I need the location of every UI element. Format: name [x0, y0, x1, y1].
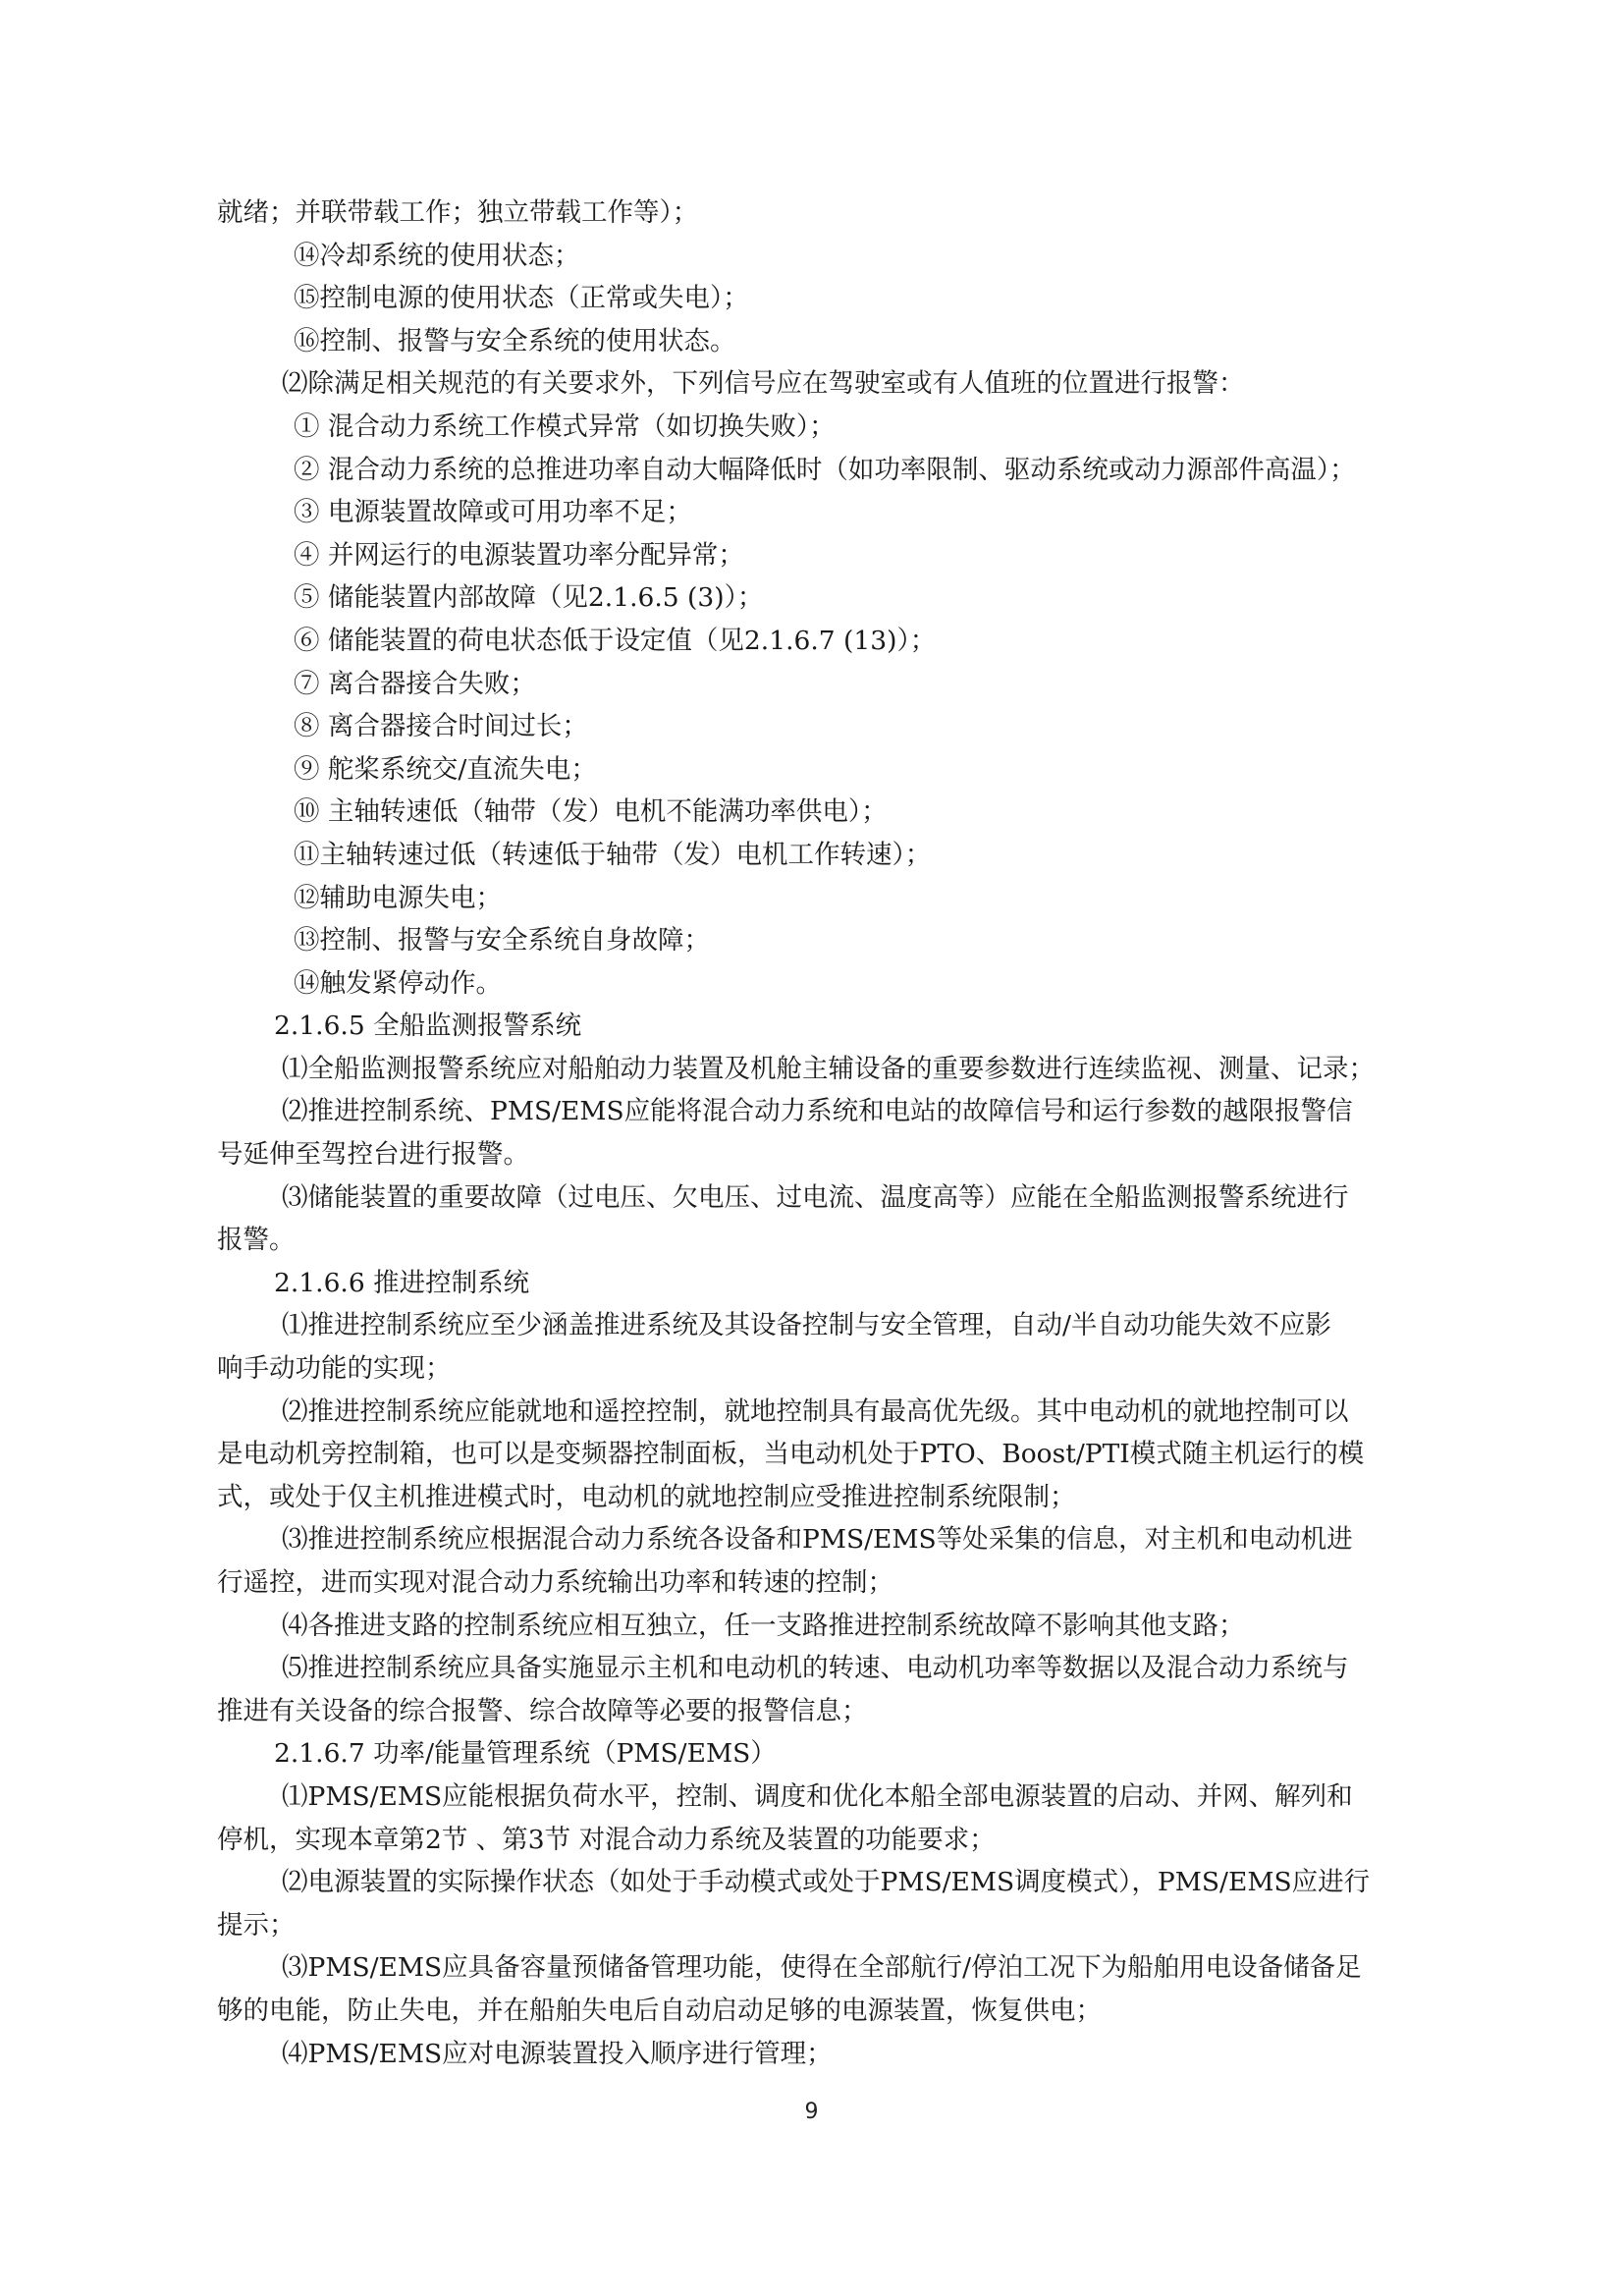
paragraph-line: ⑶储能装置的重要故障（过电压、欠电压、过电流、温度高等）应能在全船监测报警系统进行: [282, 1181, 1349, 1213]
list-item: ⑮控制电源的使用状态（正常或失电）；: [294, 283, 749, 314]
paragraph-line: ⑵推进控制系统应能就地和遥控控制，就地控制具有最高优先级。其中电动机的就地控制可以: [282, 1395, 1349, 1427]
paragraph-line: ⑶推进控制系统应根据混合动力系统各设备和PMS/EMS等处采集的信息，对主机和电动机进: [282, 1524, 1353, 1556]
paragraph-line: ⑴推进控制系统应至少涵盖推进系统及其设备控制与安全管理，自动/半自动功能失效不应影: [282, 1310, 1331, 1341]
paragraph-line: 号延伸至驾控台进行报警。: [217, 1139, 529, 1171]
paragraph-line: 停机，实现本章第2节 、第3节 对混合动力系统及装置的功能要求；: [217, 1824, 996, 1855]
list-item: ⑩ 主轴转速低（轴带（发）电机不能满功率供电）；: [294, 796, 888, 828]
paragraph-line: ⑸推进控制系统应具备实施显示主机和电动机的转速、电动机功率等数据以及混合动力系统与: [282, 1653, 1349, 1684]
paragraph-line: ⑴全船监测报警系统应对船舶动力装置及机舱主辅设备的重要参数进行连续监视、测量、记录；: [282, 1053, 1375, 1084]
paragraph-line: ⑷PMS/EMS应对电源装置投入顺序进行管理；: [282, 2038, 833, 2069]
paragraph-line: 报警。: [217, 1225, 296, 1256]
list-item: ⑦ 离合器接合失败；: [294, 668, 536, 699]
paragraph-line: 推进有关设备的综合报警、综合故障等必要的报警信息；: [217, 1695, 868, 1726]
paragraph-line: ⑵除满足相关规范的有关要求外，下列信号应在驾驶室或有人值班的位置进行报警：: [282, 368, 1245, 400]
paragraph-line: 行遥控，进而实现对混合动力系统输出功率和转速的控制；: [217, 1567, 893, 1598]
list-item: ⑫辅助电源失电；: [294, 882, 502, 913]
text-line: 就绪；并联带载工作；独立带载工作等）；: [217, 197, 699, 228]
list-item: ④ 并网运行的电源装置功率分配异常；: [294, 539, 744, 571]
page-number: 9: [804, 2100, 819, 2124]
list-item: ⑪主轴转速过低（转速低于轴带（发）电机工作转速）；: [294, 839, 932, 870]
list-item: ⑥ 储能装置的荷电状态低于设定值（见2.1.6.7 (13)）；: [294, 625, 937, 656]
list-item: ① 混合动力系统工作模式异常（如切换失败）；: [294, 410, 836, 442]
paragraph-line: ⑵推进控制系统、PMS/EMS应能将混合动力系统和电站的故障信号和运行参数的越限报警信: [282, 1096, 1353, 1127]
list-item: ⑤ 储能装置内部故障（见2.1.6.5 (3)）；: [294, 582, 764, 614]
paragraph-line: 够的电能，防止失电，并在船舶失电后自动启动足够的电源装置，恢复供电；: [217, 1995, 1102, 2026]
paragraph-line: ⑷各推进支路的控制系统应相互独立，任一支路推进控制系统故障不影响其他支路；: [282, 1610, 1245, 1641]
paragraph-line: 是电动机旁控制箱，也可以是变频器控制面板，当电动机处于PTO、Boost/PTI模式随主机运行的模: [217, 1439, 1365, 1470]
section-heading: 2.1.6.6 推进控制系统: [274, 1267, 530, 1298]
list-item: ⑯控制、报警与安全系统的使用状态。: [294, 325, 736, 356]
list-item: ⑨ 舵桨系统交/直流失电；: [294, 753, 597, 785]
list-item: ③ 电源装置故障或可用功率不足；: [294, 497, 692, 528]
paragraph-line: 式，或处于仅主机推进模式时，电动机的就地控制应受推进控制系统限制；: [217, 1481, 1076, 1512]
list-item: ⑬控制、报警与安全系统自身故障；: [294, 925, 710, 957]
list-item: ⑧ 离合器接合时间过长；: [294, 711, 588, 742]
list-item: ⑭冷却系统的使用状态；: [294, 240, 580, 271]
paragraph-line: ⑵电源装置的实际操作状态（如处于手动模式或处于PMS/EMS调度模式），PMS/EMS应进行: [282, 1867, 1371, 1898]
paragraph-line: 提示；: [217, 1909, 296, 1941]
section-heading: 2.1.6.5 全船监测报警系统: [274, 1011, 582, 1042]
paragraph-line: 响手动功能的实现；: [217, 1353, 452, 1385]
paragraph-line: ⑴PMS/EMS应能根据负荷水平，控制、调度和优化本船全部电源装置的启动、并网、解列和: [282, 1780, 1353, 1812]
list-item: ⑭触发紧停动作。: [294, 967, 502, 999]
paragraph-line: ⑶PMS/EMS应具备容量预储备管理功能，使得在全部航行/停泊工况下为船舶用电设备储备足: [282, 1952, 1362, 1984]
page-body: [217, 191, 1450, 2075]
list-item: ② 混合动力系统的总推进功率自动大幅降低时（如功率限制、驱动系统或动力源部件高温）；: [294, 454, 1356, 485]
section-heading: 2.1.6.7 功率/能量管理系统（PMS/EMS）: [274, 1738, 777, 1770]
